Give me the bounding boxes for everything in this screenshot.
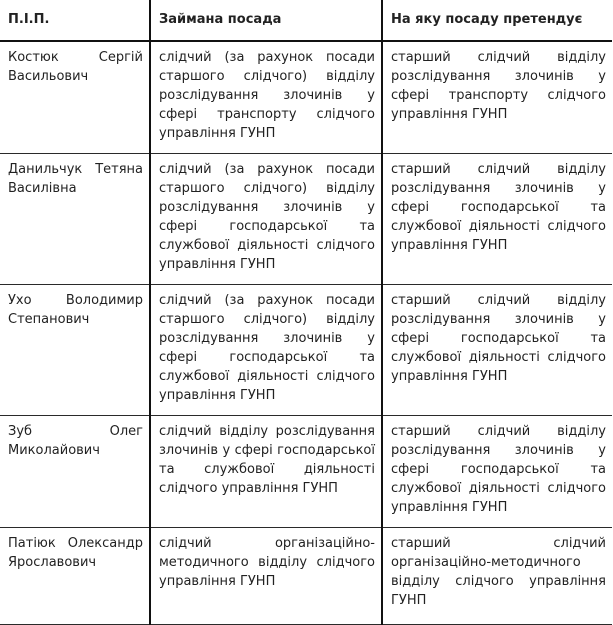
cell-target-position: старший слідчий відділу розслідування злочинів у сфері транспорту слідчого управління ГУНП xyxy=(382,41,612,154)
cell-current-position: слідчий (за рахунок посади старшого слідчого) відділу розслідування злочинів у сфері господарської та службової діяльності слідчого управління ГУНП xyxy=(150,154,382,285)
cell-name: Ухо Володимир Степанович xyxy=(0,285,150,416)
cell-name: Данильчук Тетяна Василівна xyxy=(0,154,150,285)
table-row xyxy=(0,41,612,154)
table-row xyxy=(0,528,612,625)
cell-target-position: старший слідчий відділу розслідування злочинів у сфері господарської та службової діяльності слідчого управління ГУНП xyxy=(382,285,612,416)
cell-target-position: старший слідчий відділу розслідування злочинів у сфері господарської та службової діяльності слідчого управління ГУНП xyxy=(382,154,612,285)
table-row xyxy=(0,154,612,285)
table-row xyxy=(0,285,612,416)
header-name: П.І.П. xyxy=(0,0,150,41)
header-target-position: На яку посаду претендує xyxy=(382,0,612,41)
header-row xyxy=(0,0,612,41)
cell-current-position: слідчий організаційно-методичного відділу слідчого управління ГУНП xyxy=(150,528,382,625)
cell-current-position: слідчий відділу розслідування злочинів у сфері господарської та службової діяльності слідчого управління ГУНП xyxy=(150,416,382,528)
cell-current-position: слідчий (за рахунок посади старшого слідчого) відділу розслідування злочинів у сфері транспорту слідчого управління ГУНП xyxy=(150,41,382,154)
table-row xyxy=(0,416,612,528)
cell-current-position: слідчий (за рахунок посади старшого слідчого) відділу розслідування злочинів у сфері господарської та службової діяльності слідчого управління ГУНП xyxy=(150,285,382,416)
cell-target-position: старший слідчий організаційно-методичного відділу слідчого управління ГУНП xyxy=(382,528,612,625)
header-current-position: Займана посада xyxy=(150,0,382,41)
cell-name: Костюк Сергій Васильович xyxy=(0,41,150,154)
cell-name: Патіюк Олександр Ярославович xyxy=(0,528,150,625)
cell-target-position: старший слідчий відділу розслідування злочинів у сфері господарської та службової діяльності слідчого управління ГУНП xyxy=(382,416,612,528)
cell-name: Зуб Олег Миколайович xyxy=(0,416,150,528)
